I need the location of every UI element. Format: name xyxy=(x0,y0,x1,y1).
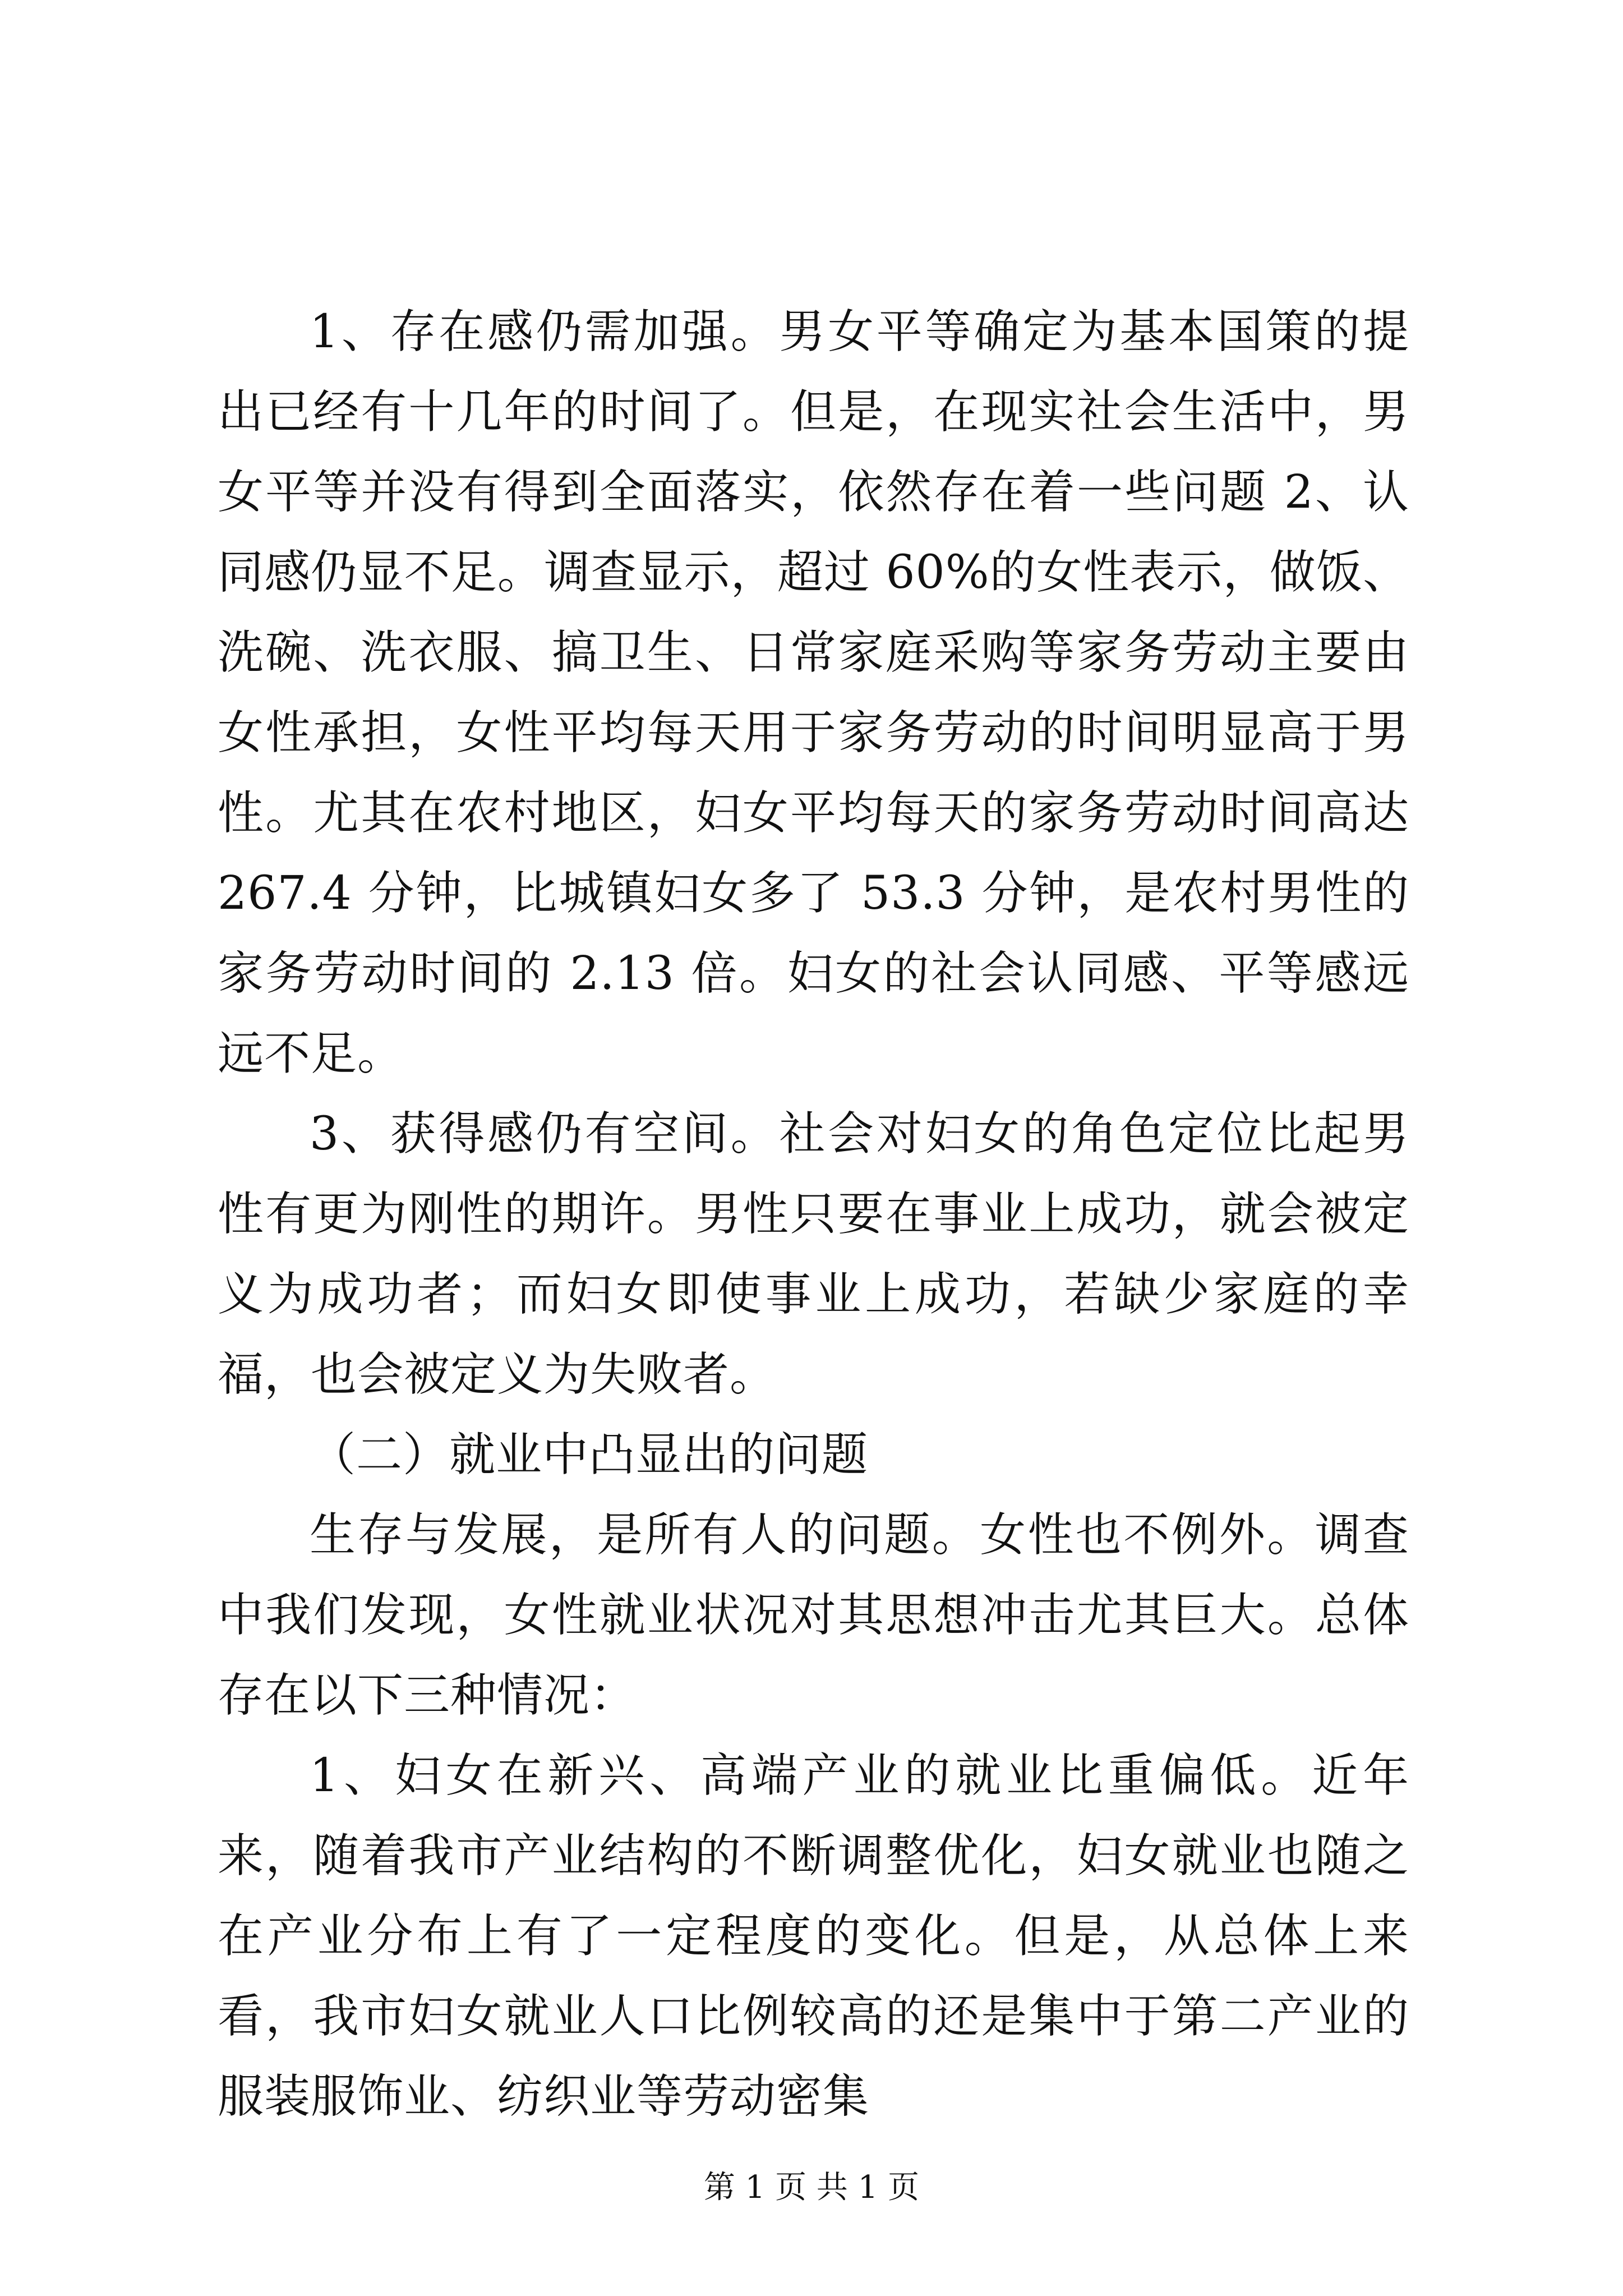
section-heading-employment: （二）就业中凸显出的问题 xyxy=(310,1428,869,1481)
paragraph-industry: 1、妇女在新兴、高端产业的就业比重偏低。近年来，随着我市产业结构的不断调整优化，妇女就业也随之在产业分布上有了一定程度的变化。但是，从总体上来看，我市妇女就业人口比例较高的还是集中于第二产业的服装服饰业、纺织业等劳动密集 xyxy=(218,1749,1409,2123)
page-footer: 第 1 页 共 1 页 xyxy=(703,2169,920,2206)
document-body xyxy=(218,292,1409,2137)
paragraph-gain: 3、获得感仍有空间。社会对妇女的角色定位比起男性有更为刚性的期许。男性只要在事业上成功，就会被定义为成功者；而妇女即使事业上成功，若缺少家庭的幸福，也会被定义为失败者。 xyxy=(218,1107,1409,1401)
paragraph-survival: 生存与发展，是所有人的问题。女性也不例外。调查中我们发现，女性就业状况对其思想冲击尤其巨大。总体存在以下三种情况： xyxy=(218,1508,1409,1722)
paragraph-presence: 1、存在感仍需加强。男女平等确定为基本国策的提出已经有十几年的时间了。但是，在现实社会生活中，男女平等并没有得到全面落实，依然存在着一些问题 2、认同感仍显不足。调查显示，超过 60%的女性表示，做饭、洗碗、洗衣服、搞卫生、日常家庭采购等家务劳动主要由女性承担，女性平均每天用于家务劳动的时间明显高于男性。尤其在农村地区，妇女平均每天的家务劳动时间高达 267.4 分钟，比城镇妇女多了 53.3 分钟，是农村男性的家务劳动时间的 2.13 倍。妇女的社会认同感、平等感远远不足。 xyxy=(218,305,1409,1080)
